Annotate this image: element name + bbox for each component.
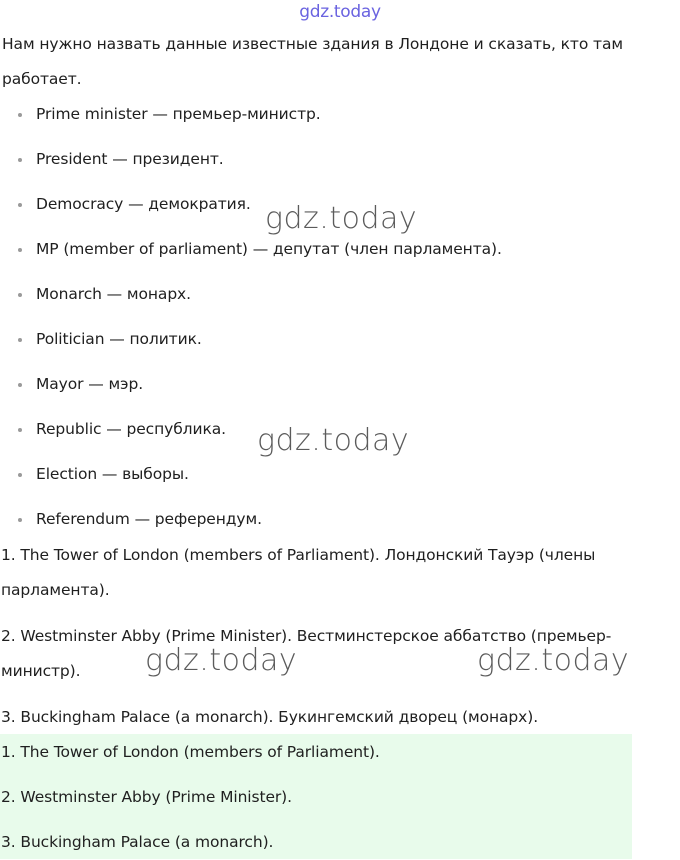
bullet-icon	[18, 158, 22, 162]
paragraph-westminster: 2. Westminster Abby (Prime Minister). Вестминстерское аббатство (премьер-министр).	[1, 627, 612, 680]
bullet-icon	[18, 338, 22, 342]
list-item	[0, 322, 502, 367]
term-text: MP (member of parliament) — депутат (член парламента).	[36, 240, 502, 258]
list-item	[0, 277, 502, 322]
watermark: gdz.today	[477, 643, 630, 678]
answer-line: 1. The Tower of London (members of Parliament).	[1, 743, 380, 761]
list-item	[0, 232, 502, 277]
bullet-icon	[18, 248, 22, 252]
term-text: Republic — республика.	[36, 420, 226, 438]
list-item	[0, 367, 502, 412]
term-text: Referendum — референдум.	[36, 510, 262, 528]
term-text: Mayor — мэр.	[36, 375, 144, 393]
term-text: President — президент.	[36, 150, 224, 168]
list-item	[0, 142, 502, 187]
term-text: Election — выборы.	[36, 465, 189, 483]
list-item	[0, 97, 502, 142]
watermark: gdz.today	[265, 201, 418, 236]
bullet-icon	[18, 293, 22, 297]
term-text: Democracy — демократия.	[36, 195, 251, 213]
watermark: gdz.today	[257, 423, 410, 458]
answer-line: 2. Westminster Abby (Prime Minister).	[1, 788, 292, 806]
bullet-icon	[18, 113, 22, 117]
paragraph-tower: 1. The Tower of London (members of Parliament). Лондонский Тауэр (члены парламента).	[1, 546, 596, 599]
bullet-icon	[18, 518, 22, 522]
terms-list	[0, 97, 502, 547]
list-item	[0, 187, 502, 232]
bullet-icon	[18, 383, 22, 387]
watermark: gdz.today	[145, 643, 298, 678]
answer-line: 3. Buckingham Palace (a monarch).	[1, 833, 274, 851]
intro-text: Нам нужно назвать данные известные здания в Лондоне и сказать, кто там работает.	[2, 35, 623, 88]
bullet-icon	[18, 203, 22, 207]
term-text: Prime minister — премьер-министр.	[36, 105, 321, 123]
site-watermark-top: gdz.today	[299, 2, 381, 22]
paragraph-buckingham: 3. Buckingham Palace (a monarch). Букингемский дворец (монарх).	[1, 708, 539, 726]
answer-box	[0, 734, 632, 859]
term-text: Monarch — монарх.	[36, 285, 191, 303]
term-text: Politician — политик.	[36, 330, 202, 348]
bullet-icon	[18, 473, 22, 477]
list-item	[0, 457, 502, 502]
list-item	[0, 412, 502, 457]
bullet-icon	[18, 428, 22, 432]
